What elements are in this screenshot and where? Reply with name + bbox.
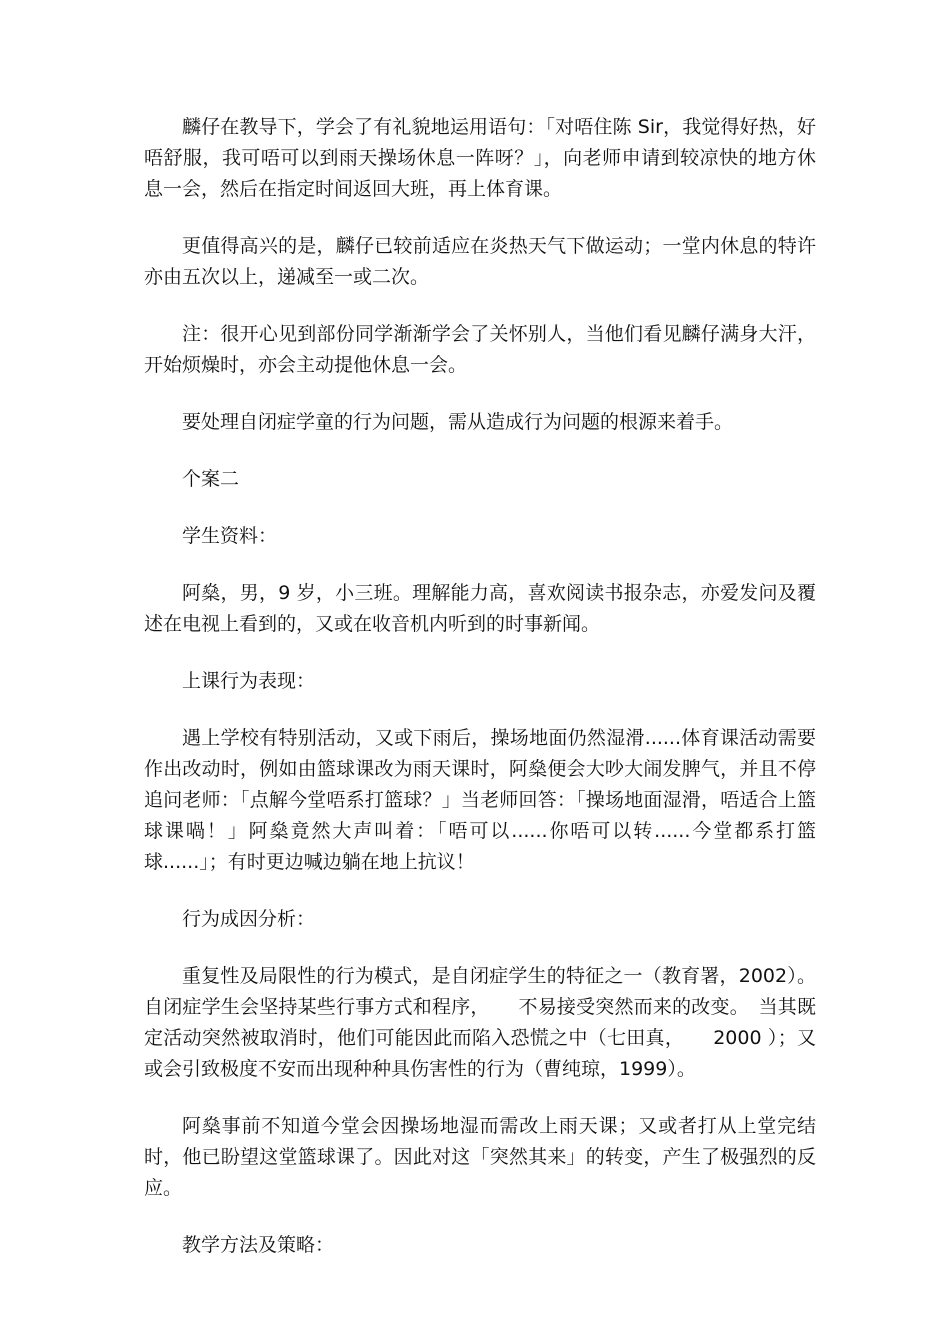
heading-class-behavior: 上课行为表现： bbox=[182, 670, 316, 692]
paragraph-note: 注：很开心见到部份同学渐渐学会了关怀别人，当他们看见麟仔满身大汗，开始烦燥时，亦会主动提他休息一会。 bbox=[144, 323, 816, 376]
paragraph-cause-analysis: 重复性及局限性的行为模式，是自闭症学生的特征之一（教育署，2002）。自闭症学生会坚持某些行事方式和程序， 不易接受突然而来的改变。 当其既定活动突然被取消时，他们可能因此而陷入恐慌之中（七田真， 2000 ）；又或会引致极度不安而出现种种具伤害性的行为（曹纯琼，1999）。 bbox=[144, 965, 816, 1080]
heading-case-two: 个案二 bbox=[182, 468, 240, 490]
document-page bbox=[144, 112, 816, 1261]
paragraph-summary: 要处理自闭症学童的行为问题，需从造成行为问题的根源来着手。 bbox=[182, 411, 734, 433]
paragraph-lun-progress: 更值得高兴的是，麟仔已较前适应在炎热天气下做运动；一堂内休息的特许亦由五次以上，递减至一或二次。 bbox=[144, 235, 816, 288]
paragraph-san-reaction: 阿燊事前不知道今堂会因操场地湿而需改上雨天课；又或者打从上堂完结时，他已盼望这堂篮球课了。因此对这「突然其来」的转变，产生了极强烈的反应。 bbox=[144, 1115, 816, 1199]
heading-teaching-strategy: 教学方法及策略： bbox=[182, 1234, 335, 1256]
paragraph-student-info: 阿燊，男，9 岁，小三班。理解能力高，喜欢阅读书报杂志，亦爱发问及覆述在电视上看到的，又或在收音机内听到的时事新闻。 bbox=[144, 582, 816, 635]
heading-cause-analysis: 行为成因分析： bbox=[182, 908, 316, 930]
paragraph-class-behavior: 遇上学校有特别活动，又或下雨后，操场地面仍然湿滑......体育课活动需要作出改动时，例如由篮球课改为雨天课时，阿燊便会大吵大闹发脾气，并且不停追问老师：「点解今堂唔系打篮球？」当老师回答：「操场地面湿滑，唔适合上篮球课喎！」阿燊竟然大声叫着：「唔可以......你唔可以转......今堂都系打篮球......」；有时更边喊边躺在地上抗议！ bbox=[144, 727, 816, 873]
paragraph-lun-result: 麟仔在教导下，学会了有礼貌地运用语句：「对唔住陈 Sir，我觉得好热，好唔舒服，我可唔可以到雨天操场休息一阵呀？」，向老师申请到较凉快的地方休息一会，然后在指定时间返回大班，再上体育课。 bbox=[144, 116, 816, 200]
heading-student-info: 学生资料： bbox=[182, 525, 278, 547]
